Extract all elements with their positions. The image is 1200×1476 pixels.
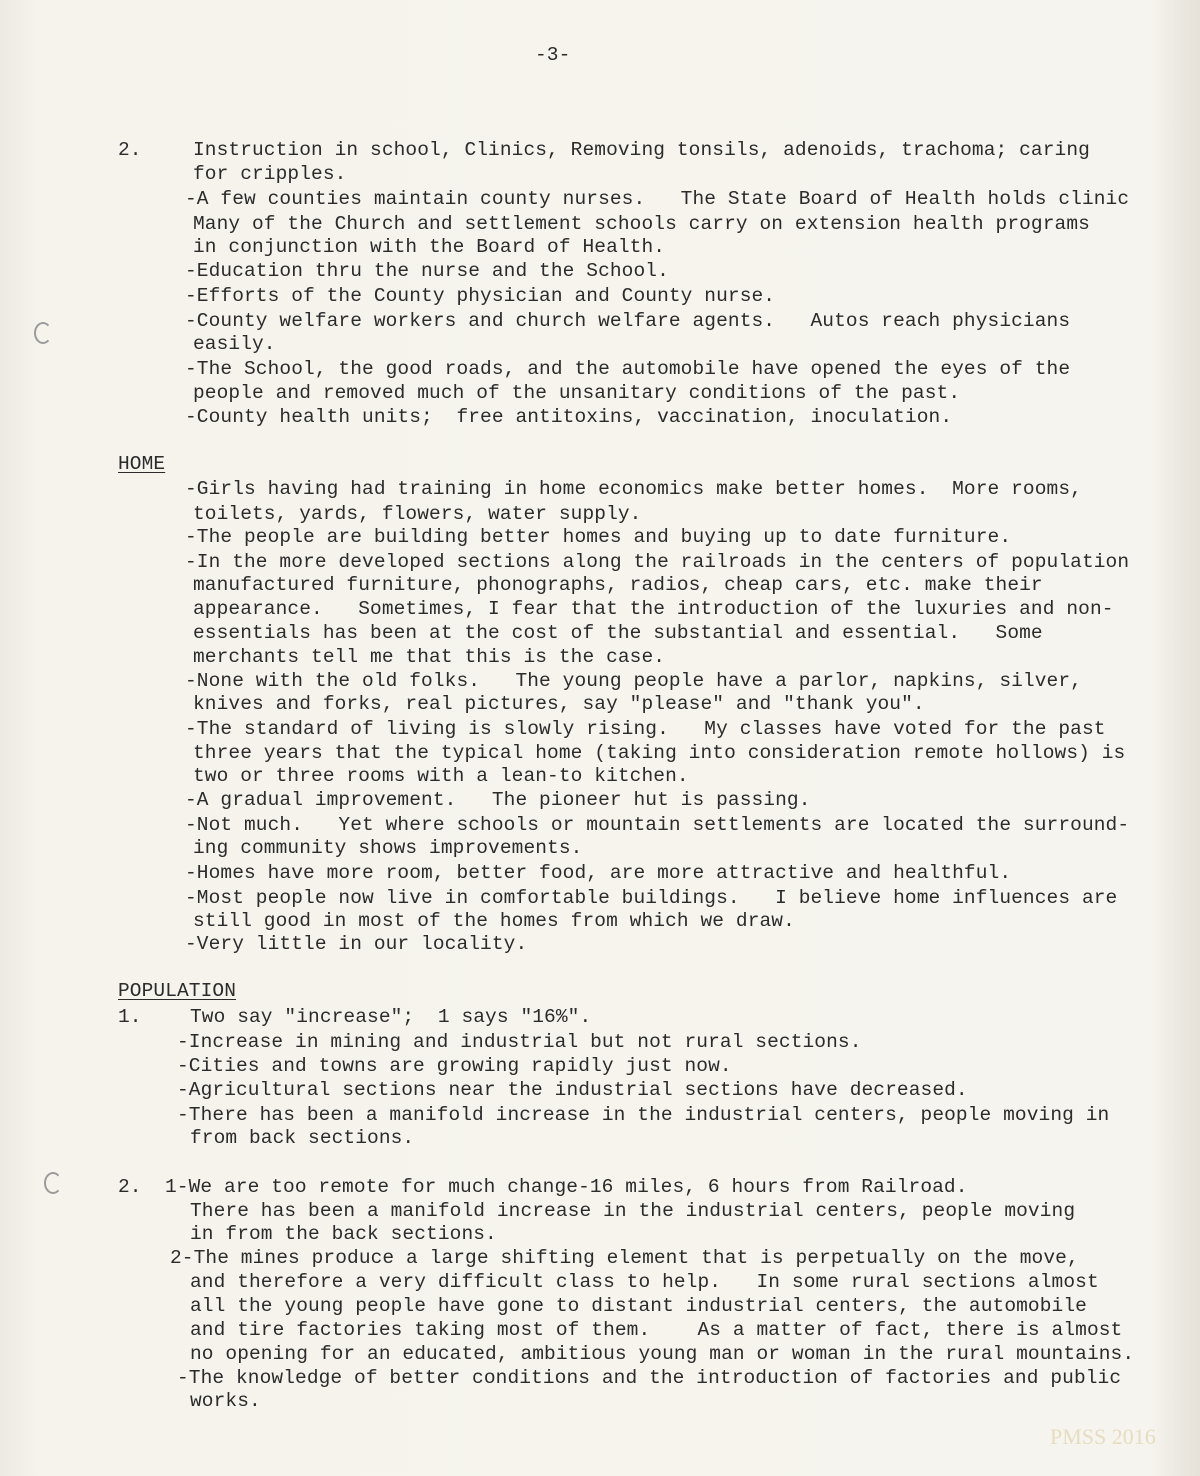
text-line: -Agricultural sections near the industrial sections have decreased.	[177, 1079, 968, 1101]
text-line: -Homes have more room, better food, are more attractive and healthful.	[185, 862, 1012, 884]
text-line: -The knowledge of better conditions and the introduction of factories and public	[177, 1367, 1122, 1389]
text-line: -A few counties maintain county nurses. The State Board of Health holds clinic	[185, 188, 1130, 210]
item-number: 2.	[118, 1176, 142, 1198]
text-line: -There has been a manifold increase in the industrial centers, people moving in	[177, 1104, 1110, 1126]
text-line: -Very little in our locality.	[185, 933, 528, 955]
text-line: merchants tell me that this is the case.	[193, 646, 666, 668]
text-line: -In the more developed sections along the railroads in the centers of population	[185, 551, 1130, 573]
text-line: -Efforts of the County physician and County nurse.	[185, 285, 776, 307]
text-line: from back sections.	[190, 1127, 415, 1149]
text-line: -Education thru the nurse and the School.	[185, 260, 669, 282]
text-line: people and removed much of the unsanitary conditions of the past.	[193, 382, 961, 404]
text-line: all the young people have gone to distant industrial centers, the automobile	[190, 1295, 1087, 1317]
text-line: still good in most of the homes from which we draw.	[193, 910, 795, 932]
text-line: -The School, the good roads, and the automobile have opened the eyes of the	[185, 358, 1071, 380]
text-line: toilets, yards, flowers, water supply.	[193, 503, 642, 525]
item-number: 2.	[118, 139, 142, 161]
text-line: -Most people now live in comfortable buildings. I believe home influences are	[185, 887, 1118, 909]
text-line: -None with the old folks. The young people have a parlor, napkins, silver,	[185, 670, 1082, 692]
text-line: -The people are building better homes and buying up to date furniture.	[185, 526, 1012, 548]
text-line: easily.	[193, 333, 276, 355]
watermark: PMSS 2016	[1050, 1424, 1156, 1449]
text-line: Two say "increase"; 1 says "16%".	[190, 1006, 592, 1028]
text-line: knives and forks, real pictures, say "please" and "thank you".	[193, 693, 925, 715]
text-line: -Cities and towns are growing rapidly just now.	[177, 1055, 732, 1077]
text-line: Many of the Church and settlement schools carry on extension health programs	[193, 213, 1090, 235]
text-line: -Not much. Yet where schools or mountain settlements are located the surround-	[185, 814, 1130, 836]
text-line: and tire factories taking most of them. As a matter of fact, there is almost	[190, 1319, 1123, 1341]
text-line: for cripples.	[193, 163, 347, 185]
punch-hole-mark	[44, 1172, 62, 1194]
text-line: appearance. Sometimes, I fear that the introduction of the luxuries and non-	[193, 598, 1114, 620]
text-line: two or three rooms with a lean-to kitchen.	[193, 765, 689, 787]
section-heading: HOME	[118, 453, 166, 475]
text-line: three years that the typical home (taking into consideration remote hollows) is	[193, 742, 1126, 764]
text-line: and therefore a very difficult class to help. In some rural sections almost	[190, 1271, 1099, 1293]
text-line: in from the back sections.	[190, 1223, 497, 1245]
text-line: works.	[190, 1390, 261, 1412]
text-line: manufactured furniture, phonographs, radios, cheap cars, etc. make their	[193, 574, 1043, 596]
text-line: There has been a manifold increase in the industrial centers, people moving	[190, 1200, 1076, 1222]
text-line: Instruction in school, Clinics, Removing tonsils, adenoids, trachoma; caring	[193, 139, 1090, 161]
page-number: -3-	[535, 44, 571, 66]
text-line: essentials has been at the cost of the substantial and essential. Some	[193, 622, 1043, 644]
text-line: -The standard of living is slowly rising. My classes have voted for the past	[185, 718, 1106, 740]
text-line: -Increase in mining and industrial but not rural sections.	[177, 1031, 862, 1053]
text-line: -County health units; free antitoxins, vaccination, inoculation.	[185, 406, 953, 428]
text-line: in conjunction with the Board of Health.	[193, 236, 666, 258]
section-heading: POPULATION	[118, 980, 237, 1002]
text-line: 2-The mines produce a large shifting element that is perpetually on the move,	[170, 1247, 1079, 1269]
text-line: no opening for an educated, ambitious young man or woman in the rural mountains.	[190, 1343, 1135, 1365]
text-line: -County welfare workers and church welfare agents. Autos reach physicians	[185, 310, 1071, 332]
item-number: 1.	[118, 1006, 142, 1028]
punch-hole-mark	[34, 322, 52, 344]
text-line: -Girls having had training in home economics make better homes. More rooms,	[185, 478, 1082, 500]
text-line: ing community shows improvements.	[193, 837, 583, 859]
text-line: 1-We are too remote for much change-16 miles, 6 hours from Railroad.	[165, 1176, 968, 1198]
text-line: -A gradual improvement. The pioneer hut is passing.	[185, 789, 811, 811]
